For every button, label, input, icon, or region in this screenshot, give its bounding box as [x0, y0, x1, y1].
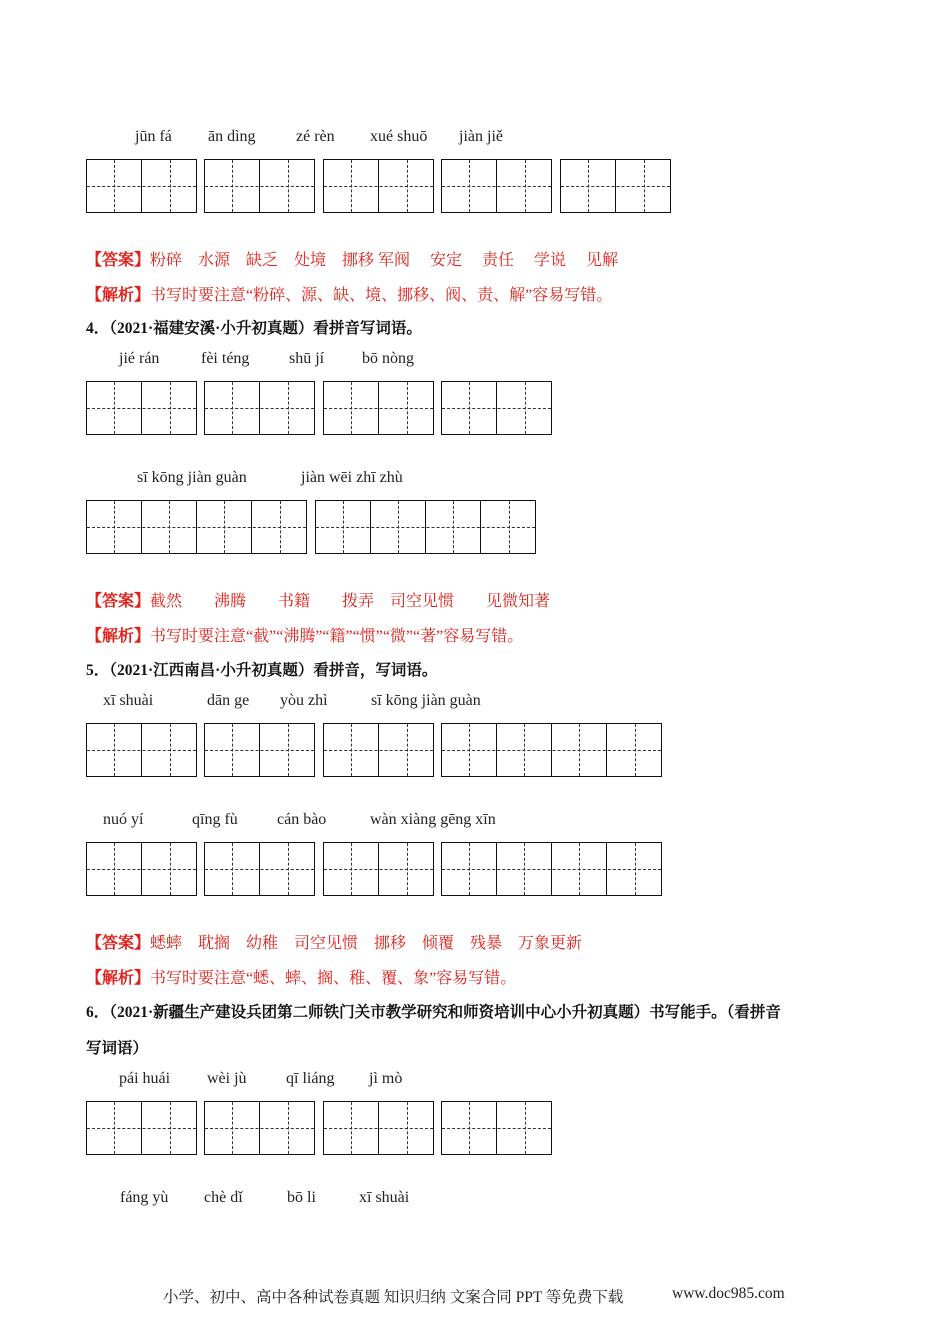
pinyin-q5-5: nuó yí	[103, 811, 144, 828]
pinyin-q3-1: jūn fá	[135, 128, 172, 145]
pinyin-q5-4: sī kōng jiàn guàn	[371, 692, 481, 709]
tianzi-grid[interactable]	[323, 723, 434, 777]
tianzi-grid[interactable]	[204, 842, 315, 896]
pinyin-q4-3: shū jí	[289, 350, 325, 367]
footer-text: 小学、初中、高中各种试卷真题 知识归纳 文案合同 PPT 等免费下载	[163, 1289, 624, 1306]
pinyin-q5-3: yòu zhì	[280, 692, 328, 709]
analysis-q4: 【解析】书写时要注意“截”“沸腾”“籍”“惯”“微”“著”容易写错。	[86, 628, 524, 645]
answer-q4: 【答案】截然 沸腾 书籍 拨弄 司空见惯 见微知著	[86, 593, 551, 610]
pinyin-q3-4: xué shuō	[370, 128, 428, 145]
pinyin-q4-5: sī kōng jiàn guàn	[137, 469, 247, 486]
tianzi-grid[interactable]	[86, 381, 197, 435]
tianzi-grid[interactable]	[441, 381, 552, 435]
tianzi-grid[interactable]	[204, 159, 315, 213]
tianzi-grid[interactable]	[441, 723, 662, 777]
tianzi-grid[interactable]	[204, 723, 315, 777]
tianzi-grid[interactable]	[323, 1101, 434, 1155]
pinyin-q5-8: wàn xiàng gēng xīn	[370, 811, 496, 828]
tianzi-grid[interactable]	[86, 842, 197, 896]
pinyin-q3-2: ān dìng	[208, 128, 256, 145]
pinyin-q4-2: fèi téng	[201, 350, 250, 367]
pinyin-q5-2: dān ge	[207, 692, 250, 709]
tianzi-grid[interactable]	[204, 381, 315, 435]
question-6-title-cont: 写词语）	[86, 1040, 149, 1057]
pinyin-q6-3: qī liáng	[286, 1070, 335, 1087]
answer-q5: 【答案】蟋蟀 耽搁 幼稚 司空见惯 挪移 倾覆 残暴 万象更新	[86, 935, 583, 952]
tianzi-grid[interactable]	[560, 159, 671, 213]
tianzi-grid[interactable]	[315, 500, 536, 554]
pinyin-q6-1: pái huái	[119, 1070, 171, 1087]
analysis-q5: 【解析】书写时要注意“蟋、蟀、搁、稚、覆、象”容易写错。	[86, 970, 517, 987]
analysis-q3: 【解析】书写时要注意“粉碎、源、缺、境、挪移、阀、责、解”容易写错。	[86, 287, 613, 304]
question-5-title: 5．（2021·江西南昌·小升初真题）看拼音，写词语。	[86, 662, 438, 679]
pinyin-q3-5: jiàn jiě	[459, 128, 503, 145]
tianzi-grid[interactable]	[323, 842, 434, 896]
footer-url[interactable]: www.doc985.com	[672, 1285, 785, 1302]
pinyin-q6-6: chè dǐ	[204, 1189, 243, 1206]
pinyin-q6-7: bō li	[287, 1189, 316, 1206]
pinyin-q5-1: xī shuài	[103, 692, 154, 709]
tianzi-grid[interactable]	[441, 159, 552, 213]
pinyin-q5-7: cán bào	[277, 811, 327, 828]
pinyin-q4-4: bō nòng	[362, 350, 414, 367]
tianzi-grid[interactable]	[86, 159, 197, 213]
pinyin-q6-8: xī shuài	[359, 1189, 410, 1206]
pinyin-q4-1: jié rán	[119, 350, 160, 367]
tianzi-grid[interactable]	[86, 1101, 197, 1155]
tianzi-grid[interactable]	[323, 159, 434, 213]
pinyin-q6-5: fáng yù	[120, 1189, 169, 1206]
question-4-title: 4．（2021·福建安溪·小升初真题）看拼音写词语。	[86, 320, 422, 337]
tianzi-grid[interactable]	[441, 1101, 552, 1155]
pinyin-q6-2: wèi jù	[207, 1070, 247, 1087]
tianzi-grid[interactable]	[441, 842, 662, 896]
pinyin-q5-6: qīng fù	[192, 811, 238, 828]
tianzi-grid[interactable]	[86, 500, 307, 554]
pinyin-q6-4: jì mò	[369, 1070, 403, 1087]
pinyin-q3-3: zé rèn	[296, 128, 335, 145]
tianzi-grid[interactable]	[204, 1101, 315, 1155]
pinyin-q4-6: jiàn wēi zhī zhù	[301, 469, 403, 486]
tianzi-grid[interactable]	[86, 723, 197, 777]
question-6-title: 6．（2021·新疆生产建设兵团第二师铁门关市教学研究和师资培训中心小升初真题）书写能手。（看拼音	[86, 1004, 781, 1021]
tianzi-grid[interactable]	[323, 381, 434, 435]
answer-q3: 【答案】粉碎 水源 缺乏 处境 挪移 军阀 安定 责任 学说 见解	[86, 252, 619, 269]
